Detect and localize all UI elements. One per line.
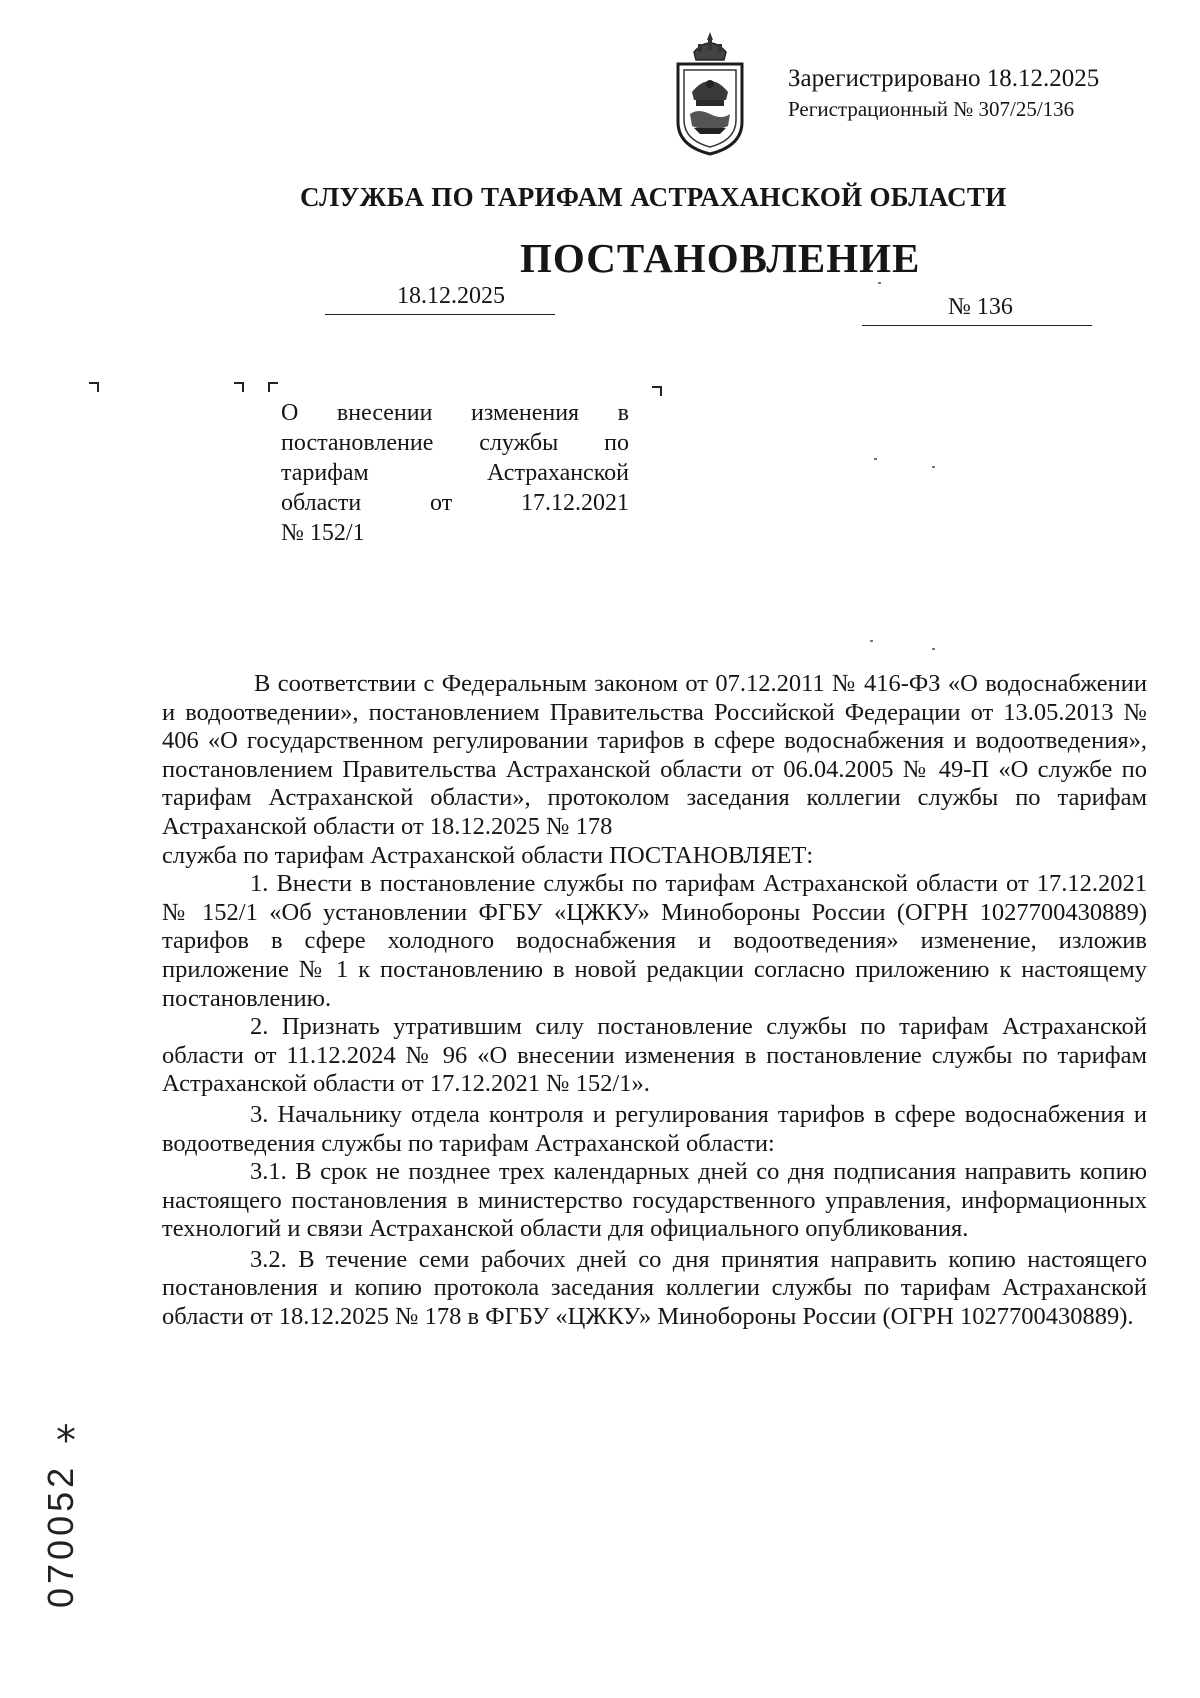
resolves-clause: служба по тарифам Астраханской области ПОСТАНОВЛЯЕТ: bbox=[162, 841, 814, 869]
registration-stamp bbox=[788, 66, 1099, 120]
item-paragraph: 3. Начальнику отдела контроля и регулирования тарифов в сфере водоснабжения и водоотведения службы по тарифам Астраханской области: bbox=[162, 1100, 1147, 1157]
preamble-paragraph: В соответствии с Федеральным законом от 07.12.2011 № 416-ФЗ «О водоснабжении и водоотведении», постановлением Правительства Российской Федерации от 13.05.2013 № 406 «О государственном регулировании тарифов в сфере водоснабжения и водоотведения», постановлением Правительства Астраханской области от 06.04.2005 № 49-П «О службе по тарифам Астраханской области», протоколом заседания коллегии службы по тарифам Астраханской области от 18.12.2025 № 178 bbox=[162, 670, 1147, 840]
scan-speck bbox=[932, 466, 935, 468]
scan-speck bbox=[932, 648, 935, 650]
document-type: ПОСТАНОВЛЕНИЕ bbox=[520, 235, 921, 281]
subject-line: постановление службы по bbox=[281, 430, 629, 456]
bracket-corner bbox=[652, 386, 662, 396]
registration-number: Регистрационный № 307/25/136 bbox=[788, 97, 1075, 122]
document-number: № 136 bbox=[862, 294, 1092, 326]
item-paragraph: 2. Признать утратившим силу постановление службы по тарифам Астраханской области от 11.12.2024 № 96 «О внесении изменения в постановление службы по тарифам Астраханской области от 17.12.2021 № 152/1». bbox=[162, 1013, 1147, 1098]
document-date: 18.12.2025 bbox=[325, 283, 555, 315]
subject-line: О внесении изменения в bbox=[281, 400, 629, 426]
subject-line: тарифам Астраханской bbox=[281, 460, 629, 486]
bracket-corner bbox=[268, 382, 278, 392]
bracket-corner bbox=[234, 382, 244, 392]
scan-speck bbox=[878, 282, 881, 284]
subject-line: № 152/1 bbox=[281, 520, 365, 546]
item-paragraph: 1. Внести в постановление службы по тарифам Астраханской области от 17.12.2021 № 152/1 «Об установлении ФГБУ «ЦЖКУ» Минобороны России (ОГРН 1027700430889) тарифов в сфере холодного водоснабжения и водоотведения» изменение, изложив приложение № 1 к постановлению в новой редакции согласно приложению к настоящему постановлению. bbox=[162, 870, 1147, 1012]
document-subject bbox=[281, 398, 629, 548]
astrakhan-coat-of-arms-icon bbox=[670, 30, 750, 158]
organization-title: СЛУЖБА ПО ТАРИФАМ АСТРАХАНСКОЙ ОБЛАСТИ bbox=[300, 182, 1007, 212]
scan-speck bbox=[870, 640, 873, 642]
item-paragraph: 3.1. В срок не позднее трех календарных дней со дня подписания направить копию настоящего постановления в министерство государственного управления, информационных технологий и связи Астраханской области для официального опубликования. bbox=[162, 1158, 1147, 1243]
document-body bbox=[162, 670, 1147, 1332]
registration-date: Зарегистрировано 18.12.2025 bbox=[788, 65, 1100, 92]
bracket-corner bbox=[89, 382, 99, 392]
margin-asterisk: * bbox=[56, 1418, 76, 1464]
item-paragraph: 3.2. В течение семи рабочих дней со дня принятия направить копию настоящего постановления и копию протокола заседания коллегии службы по тарифам Астраханской области от 18.12.2025 № 178 в ФГБУ «ЦЖКУ» Минобороны России (ОГРН 1027700430889). bbox=[162, 1245, 1147, 1331]
subject-line: области от 17.12.2021 bbox=[281, 490, 629, 516]
margin-barcode-number: 070052 bbox=[40, 1463, 81, 1608]
scan-speck bbox=[874, 458, 877, 460]
